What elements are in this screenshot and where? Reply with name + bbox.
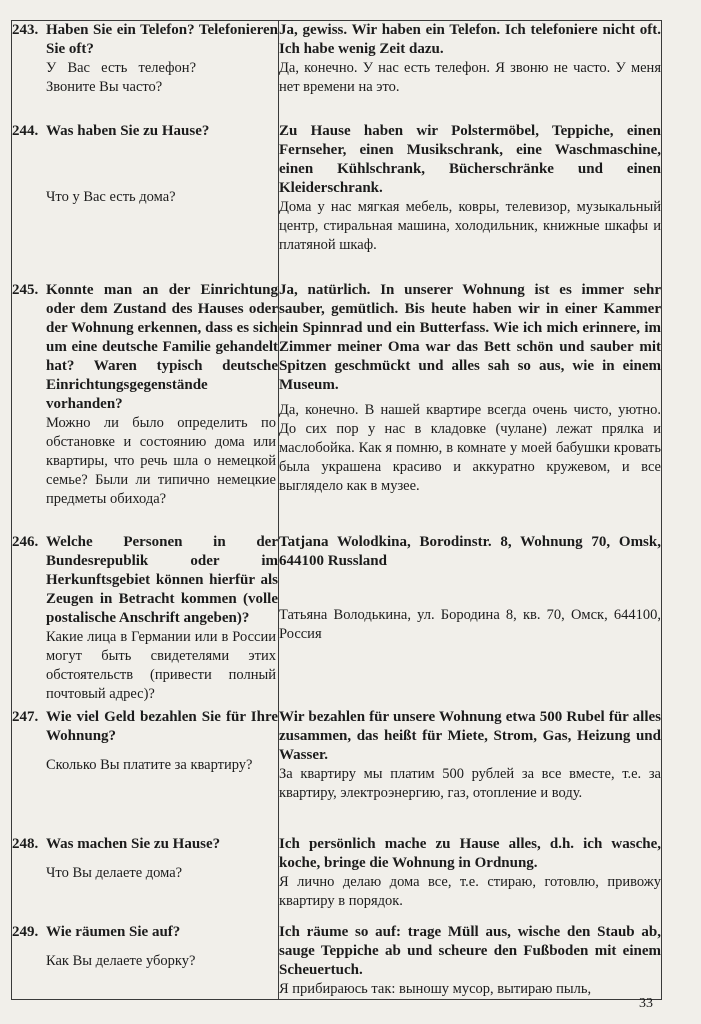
answer-german: Ich räume so auf: trage Müll aus, wische den Staub ab, sauge Teppiche ab und scheure den Fußboden mit einem Scheuertuch. (279, 923, 661, 978)
answer-cell (279, 708, 662, 835)
answer-russian: Я прибираюсь так: выношу мусор, вытираю пыль, (279, 980, 592, 997)
table-row (12, 21, 662, 122)
entry-number: 247. (12, 708, 39, 725)
question-russian: Сколько Вы платите за квартиру? (46, 756, 253, 773)
entry-number: 248. (12, 835, 39, 852)
table-row (12, 122, 662, 281)
answer-russian: Татьяна Володькина, ул. Бородина 8, кв. 70, Омск, 644100, Россия (279, 606, 661, 642)
question-german: Was haben Sie zu Hause? (46, 122, 210, 139)
answer-russian: Да, конечно. У нас есть телефон. Я звоню не часто. У меня нет времени на это. (279, 60, 661, 95)
question-german: Haben Sie ein Telefon? Telefonieren Sie oft? (46, 22, 278, 57)
entry-number: 243. (12, 22, 39, 38)
question-russian: У Вас есть телефон? Звоните Вы часто? (46, 60, 196, 95)
answer-cell (279, 281, 662, 533)
answer-cell (279, 923, 662, 1000)
question-cell (12, 708, 279, 835)
answer-german: Ja, natürlich. In unserer Wohnung ist es immer sehr sauber, gemütlich. Bis heute haben wir in einer Kammer ein Spinnrad und ein Butterfass. Wie ich mich erinnere, im Zimmer meiner Oma war das Bett schön und sauber mit Spitzen geschmückt und alles sah so aus, wie in einem Museum. (279, 281, 661, 393)
answer-german: Ja, gewiss. Wir haben ein Telefon. Ich telefoniere nicht oft. Ich habe wenig Zeit dazu. (279, 22, 661, 57)
answer-russian: За квартиру мы платим 500 рублей за все вместе, т.е. за квартиру, электроэнергию, газ, отопление и воду. (279, 765, 661, 801)
answer-cell (279, 122, 662, 281)
question-russian: Можно ли было определить по обстановке и состоянию дома или квартиры, что речь шла о немецкой семье? Были ли типично немецкие предметы обихода? (46, 414, 276, 507)
answer-russian: Дома у нас мягкая мебель, ковры, телевизор, музыкальный центр, стиральная машина, холодильник, книжные шкафы и платяной шкаф. (279, 198, 661, 253)
question-german: Wie räumen Sie auf? (46, 923, 181, 940)
answer-cell (279, 835, 662, 923)
question-cell (12, 281, 279, 533)
question-german: Konnte man an der Einrichtung oder dem Zustand des Hauses oder der Wohnung erkennen, dass es sich um eine deutsche Familie gehandelt hat? Waren typisch deutsche Einrichtungsgegenstände vorhanden? (46, 281, 278, 412)
answer-german: Ich persönlich mache zu Hause alles, d.h. ich wasche, koche, bringe die Wohnung in Ordnung. (279, 835, 661, 871)
qa-table (11, 20, 662, 1000)
answer-german: Zu Hause haben wir Polstermöbel, Teppiche, einen Fernseher, einen Musikschrank, eine Waschmaschine, einen Kühlschrank, Bücherschränke und einen Kleiderschrank. (279, 122, 661, 196)
question-russian: Какие лица в Германии или в России могут быть свидетелями этих обстоятельств (привести полный почтовый адрес)? (46, 628, 276, 702)
entry-number: 244. (12, 122, 39, 139)
answer-russian: Да, конечно. В нашей квартире всегда очень чисто, уютно. До сих пор у нас в кладовке (чулане) лежат прялка и маслобойка. Как я помню, в комнате у моей бабушки кровать была украшена красиво и аккуратно кружевом, и все выглядело как в музее. (279, 401, 661, 494)
table-row (12, 923, 662, 1000)
table-row (12, 533, 662, 708)
question-german: Wie viel Geld bezahlen Sie für Ihre Wohnung? (46, 708, 278, 744)
question-german: Was machen Sie zu Hause? (46, 835, 221, 852)
question-cell (12, 122, 279, 281)
question-cell (12, 923, 279, 1000)
entry-number: 249. (12, 923, 39, 940)
answer-cell (279, 533, 662, 708)
question-russian: Что Вы делаете дома? (46, 864, 183, 881)
table-row (12, 835, 662, 923)
answer-german: Wir bezahlen für unsere Wohnung etwa 500 Rubel für alles zusammen, das heißt für Miete, Strom, Gas, Heizung und Wasser. (279, 708, 661, 763)
question-cell (12, 21, 279, 122)
page-number: 33 (639, 996, 653, 1011)
question-russian: Как Вы делаете уборку? (46, 952, 196, 969)
answer-cell (279, 21, 662, 122)
question-russian: Что у Вас есть дома? (46, 188, 176, 205)
table-row (12, 281, 662, 533)
answer-russian: Я лично делаю дома все, т.е. стираю, готовлю, привожу квартиру в порядок. (279, 873, 661, 909)
question-cell (12, 533, 279, 708)
entry-number: 245. (12, 281, 39, 298)
entry-number: 246. (12, 533, 39, 550)
table-row (12, 708, 662, 835)
question-cell (12, 835, 279, 923)
question-german: Welche Personen in der Bundesrepublik oder im Herkunftsgebiet können hierfür als Zeugen in Betracht kommen (volle postalische Anschrift angeben)? (46, 533, 278, 626)
answer-german: Tatjana Wolodkina, Borodinstr. 8, Wohnung 70, Omsk, 644100 Russland (279, 533, 661, 569)
